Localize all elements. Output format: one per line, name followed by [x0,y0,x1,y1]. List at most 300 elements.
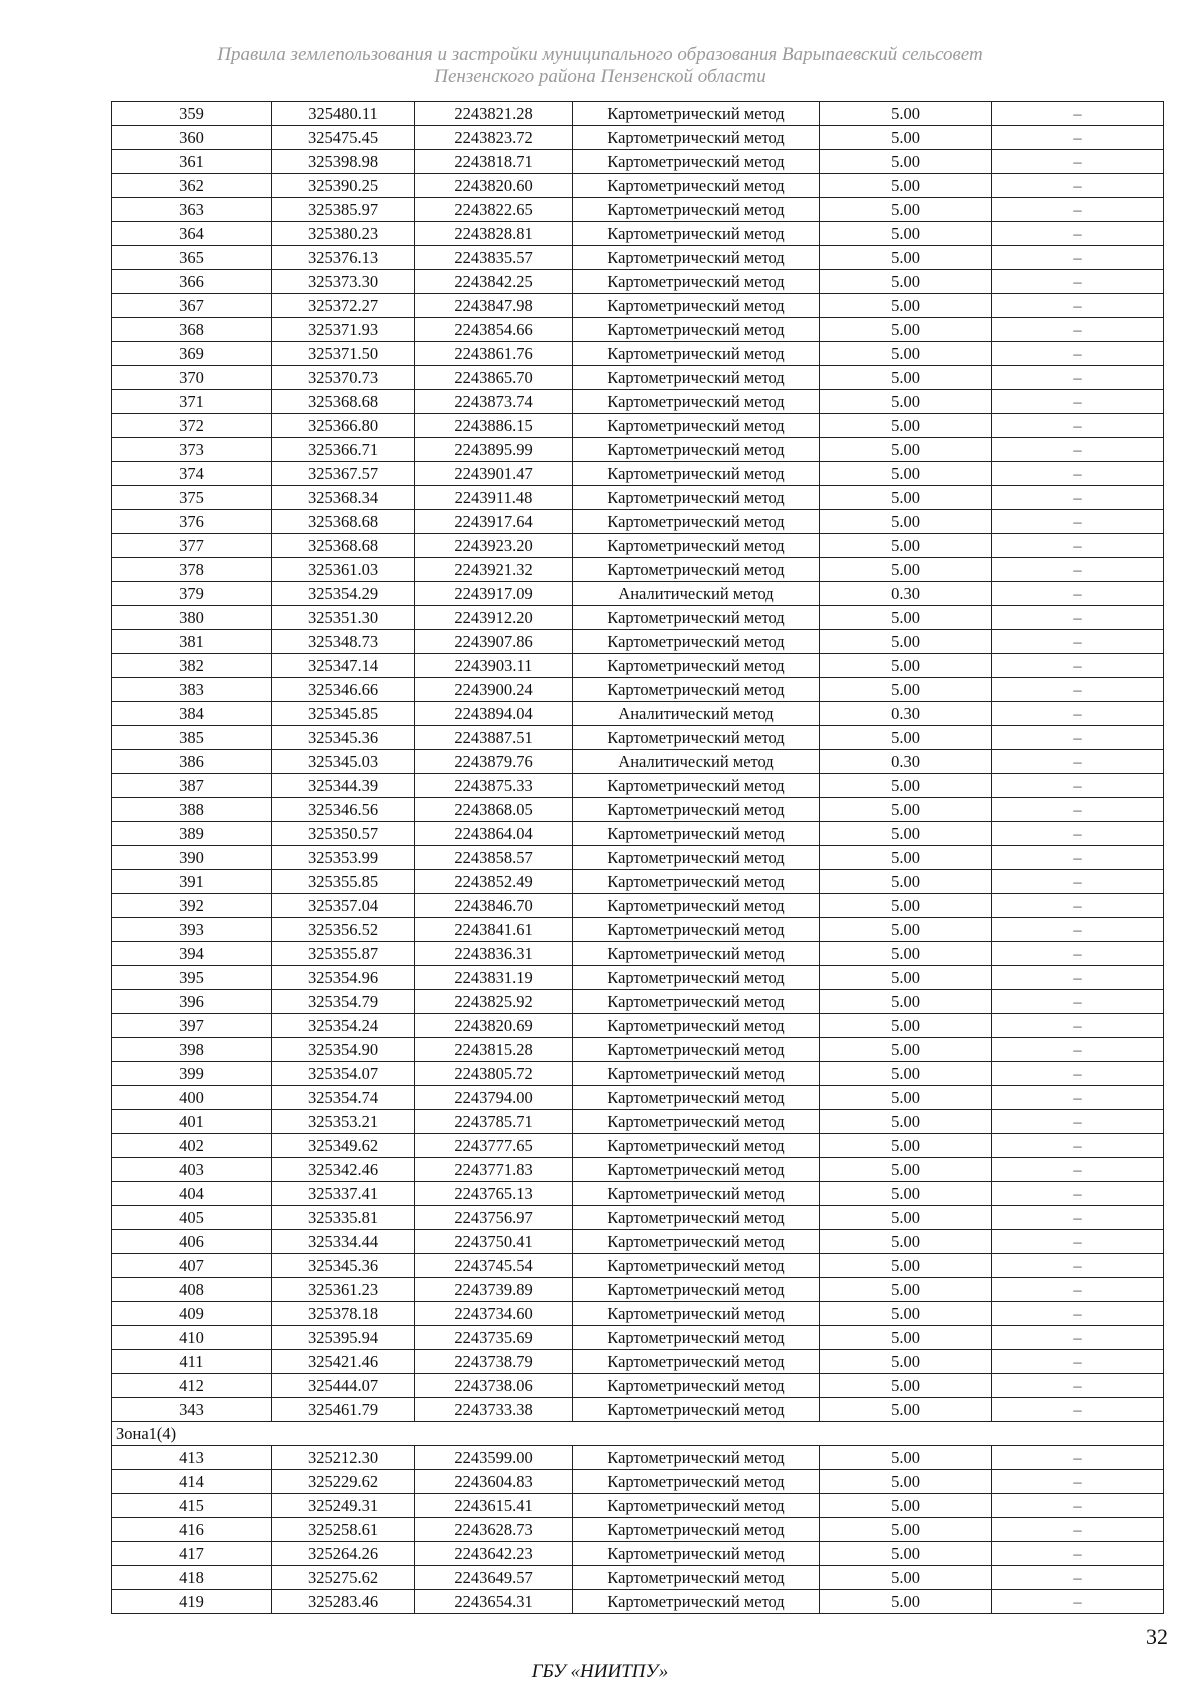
method-cell: Картометрический метод [573,510,820,534]
accuracy-cell: 5.00 [820,246,992,270]
method-cell: Картометрический метод [573,1518,820,1542]
y-coordinate-cell: 2243822.65 [415,198,573,222]
method-cell: Картометрический метод [573,294,820,318]
method-cell: Картометрический метод [573,558,820,582]
note-cell: – [992,798,1164,822]
accuracy-cell: 5.00 [820,366,992,390]
note-cell: – [992,726,1164,750]
accuracy-cell: 5.00 [820,438,992,462]
table-row [112,846,1164,870]
x-coordinate-cell: 325353.99 [272,846,415,870]
point-number-cell: 406 [112,1230,272,1254]
accuracy-cell: 5.00 [820,1254,992,1278]
y-coordinate-cell: 2243805.72 [415,1062,573,1086]
note-cell: – [992,1134,1164,1158]
y-coordinate-cell: 2243846.70 [415,894,573,918]
x-coordinate-cell: 325357.04 [272,894,415,918]
y-coordinate-cell: 2243886.15 [415,414,573,438]
point-number-cell: 410 [112,1326,272,1350]
method-cell: Картометрический метод [573,126,820,150]
point-number-cell: 416 [112,1518,272,1542]
method-cell: Картометрический метод [573,318,820,342]
x-coordinate-cell: 325354.90 [272,1038,415,1062]
table-row [112,174,1164,198]
point-number-cell: 375 [112,486,272,510]
table-row [112,1302,1164,1326]
note-cell: – [992,150,1164,174]
y-coordinate-cell: 2243815.28 [415,1038,573,1062]
table-row [112,750,1164,774]
method-cell: Аналитический метод [573,702,820,726]
x-coordinate-cell: 325385.97 [272,198,415,222]
note-cell: – [992,1302,1164,1326]
table-row [112,1278,1164,1302]
note-cell: – [992,702,1164,726]
table-row [112,390,1164,414]
table-row [112,270,1164,294]
x-coordinate-cell: 325372.27 [272,294,415,318]
y-coordinate-cell: 2243912.20 [415,606,573,630]
table-row [112,222,1164,246]
coordinates-table-body [112,102,1164,1614]
x-coordinate-cell: 325342.46 [272,1158,415,1182]
table-row [112,342,1164,366]
accuracy-cell: 5.00 [820,558,992,582]
table-row [112,1158,1164,1182]
x-coordinate-cell: 325361.23 [272,1278,415,1302]
table-row [112,942,1164,966]
method-cell: Картометрический метод [573,462,820,486]
table-row [112,1014,1164,1038]
x-coordinate-cell: 325347.14 [272,654,415,678]
note-cell: – [992,1182,1164,1206]
y-coordinate-cell: 2243875.33 [415,774,573,798]
table-row [112,870,1164,894]
note-cell: – [992,222,1164,246]
note-cell: – [992,1446,1164,1470]
note-cell: – [992,942,1164,966]
accuracy-cell: 5.00 [820,1446,992,1470]
method-cell: Картометрический метод [573,246,820,270]
point-number-cell: 390 [112,846,272,870]
note-cell: – [992,1230,1164,1254]
y-coordinate-cell: 2243921.32 [415,558,573,582]
x-coordinate-cell: 325461.79 [272,1398,415,1422]
note-cell: – [992,582,1164,606]
note-cell: – [992,126,1164,150]
table-row [112,1446,1164,1470]
x-coordinate-cell: 325480.11 [272,102,415,126]
table-row [112,462,1164,486]
method-cell: Картометрический метод [573,150,820,174]
x-coordinate-cell: 325258.61 [272,1518,415,1542]
x-coordinate-cell: 325335.81 [272,1206,415,1230]
y-coordinate-cell: 2243820.69 [415,1014,573,1038]
y-coordinate-cell: 2243836.31 [415,942,573,966]
point-number-cell: 405 [112,1206,272,1230]
note-cell: – [992,198,1164,222]
accuracy-cell: 5.00 [820,510,992,534]
x-coordinate-cell: 325353.21 [272,1110,415,1134]
y-coordinate-cell: 2243842.25 [415,270,573,294]
x-coordinate-cell: 325398.98 [272,150,415,174]
accuracy-cell: 5.00 [820,150,992,174]
point-number-cell: 359 [112,102,272,126]
table-row [112,1254,1164,1278]
y-coordinate-cell: 2243852.49 [415,870,573,894]
method-cell: Картометрический метод [573,630,820,654]
note-cell: – [992,1206,1164,1230]
accuracy-cell: 5.00 [820,1566,992,1590]
point-number-cell: 378 [112,558,272,582]
x-coordinate-cell: 325345.36 [272,726,415,750]
header-line-1: Правила землепользования и застройки муниципального образования Варыпаевский сельсовет [217,44,983,65]
method-cell: Картометрический метод [573,366,820,390]
method-cell: Картометрический метод [573,1494,820,1518]
accuracy-cell: 5.00 [820,846,992,870]
x-coordinate-cell: 325354.96 [272,966,415,990]
method-cell: Картометрический метод [573,1254,820,1278]
method-cell: Картометрический метод [573,1278,820,1302]
x-coordinate-cell: 325354.07 [272,1062,415,1086]
x-coordinate-cell: 325344.39 [272,774,415,798]
point-number-cell: 397 [112,1014,272,1038]
table-row [112,1590,1164,1614]
point-number-cell: 395 [112,966,272,990]
method-cell: Картометрический метод [573,390,820,414]
x-coordinate-cell: 325378.18 [272,1302,415,1326]
table-row [112,1182,1164,1206]
table-row [112,1134,1164,1158]
table-row [112,1398,1164,1422]
note-cell: – [992,654,1164,678]
y-coordinate-cell: 2243917.64 [415,510,573,534]
x-coordinate-cell: 325370.73 [272,366,415,390]
accuracy-cell: 5.00 [820,870,992,894]
y-coordinate-cell: 2243738.79 [415,1350,573,1374]
method-cell: Картометрический метод [573,1446,820,1470]
method-cell: Картометрический метод [573,1350,820,1374]
accuracy-cell: 5.00 [820,1158,992,1182]
accuracy-cell: 5.00 [820,822,992,846]
method-cell: Картометрический метод [573,342,820,366]
x-coordinate-cell: 325355.85 [272,870,415,894]
point-number-cell: 363 [112,198,272,222]
point-number-cell: 419 [112,1590,272,1614]
y-coordinate-cell: 2243642.23 [415,1542,573,1566]
x-coordinate-cell: 325334.44 [272,1230,415,1254]
x-coordinate-cell: 325345.36 [272,1254,415,1278]
accuracy-cell: 5.00 [820,1302,992,1326]
accuracy-cell: 5.00 [820,1542,992,1566]
accuracy-cell: 5.00 [820,1398,992,1422]
note-cell: – [992,990,1164,1014]
method-cell: Аналитический метод [573,582,820,606]
x-coordinate-cell: 325366.80 [272,414,415,438]
accuracy-cell: 5.00 [820,102,992,126]
point-number-cell: 413 [112,1446,272,1470]
method-cell: Картометрический метод [573,174,820,198]
table-row [112,486,1164,510]
y-coordinate-cell: 2243818.71 [415,150,573,174]
note-cell: – [992,1110,1164,1134]
x-coordinate-cell: 325367.57 [272,462,415,486]
method-cell: Картометрический метод [573,654,820,678]
point-number-cell: 385 [112,726,272,750]
x-coordinate-cell: 325371.50 [272,342,415,366]
method-cell: Картометрический метод [573,1158,820,1182]
y-coordinate-cell: 2243903.11 [415,654,573,678]
point-number-cell: 362 [112,174,272,198]
point-number-cell: 377 [112,534,272,558]
y-coordinate-cell: 2243864.04 [415,822,573,846]
x-coordinate-cell: 325249.31 [272,1494,415,1518]
point-number-cell: 374 [112,462,272,486]
y-coordinate-cell: 2243739.89 [415,1278,573,1302]
method-cell: Картометрический метод [573,438,820,462]
note-cell: – [992,1086,1164,1110]
point-number-cell: 371 [112,390,272,414]
y-coordinate-cell: 2243750.41 [415,1230,573,1254]
method-cell: Картометрический метод [573,798,820,822]
point-number-cell: 368 [112,318,272,342]
method-cell: Картометрический метод [573,1062,820,1086]
note-cell: – [992,1518,1164,1542]
y-coordinate-cell: 2243917.09 [415,582,573,606]
note-cell: – [992,390,1164,414]
method-cell: Картометрический метод [573,1398,820,1422]
table-row [112,366,1164,390]
accuracy-cell: 5.00 [820,918,992,942]
accuracy-cell: 5.00 [820,630,992,654]
y-coordinate-cell: 2243599.00 [415,1446,573,1470]
accuracy-cell: 5.00 [820,1134,992,1158]
accuracy-cell: 5.00 [820,1494,992,1518]
y-coordinate-cell: 2243854.66 [415,318,573,342]
accuracy-cell: 5.00 [820,126,992,150]
accuracy-cell: 5.00 [820,678,992,702]
x-coordinate-cell: 325354.24 [272,1014,415,1038]
point-number-cell: 408 [112,1278,272,1302]
y-coordinate-cell: 2243901.47 [415,462,573,486]
note-cell: – [992,342,1164,366]
table-row [112,414,1164,438]
accuracy-cell: 5.00 [820,798,992,822]
method-cell: Картометрический метод [573,966,820,990]
table-row [112,630,1164,654]
accuracy-cell: 5.00 [820,966,992,990]
accuracy-cell: 5.00 [820,222,992,246]
table-row [112,702,1164,726]
table-row [112,1206,1164,1230]
note-cell: – [992,366,1164,390]
method-cell: Картометрический метод [573,1302,820,1326]
point-number-cell: 369 [112,342,272,366]
accuracy-cell: 5.00 [820,390,992,414]
x-coordinate-cell: 325345.03 [272,750,415,774]
accuracy-cell: 5.00 [820,654,992,678]
point-number-cell: 418 [112,1566,272,1590]
note-cell: – [992,630,1164,654]
table-row [112,294,1164,318]
method-cell: Картометрический метод [573,870,820,894]
method-cell: Картометрический метод [573,270,820,294]
accuracy-cell: 5.00 [820,198,992,222]
x-coordinate-cell: 325368.68 [272,390,415,414]
x-coordinate-cell: 325355.87 [272,942,415,966]
x-coordinate-cell: 325373.30 [272,270,415,294]
method-cell: Картометрический метод [573,1134,820,1158]
accuracy-cell: 5.00 [820,774,992,798]
method-cell: Картометрический метод [573,846,820,870]
point-number-cell: 415 [112,1494,272,1518]
table-row [112,774,1164,798]
note-cell: – [992,846,1164,870]
note-cell: – [992,294,1164,318]
accuracy-cell: 5.00 [820,1374,992,1398]
method-cell: Картометрический метод [573,1182,820,1206]
table-row [112,1494,1164,1518]
point-number-cell: 361 [112,150,272,174]
method-cell: Картометрический метод [573,414,820,438]
x-coordinate-cell: 325361.03 [272,558,415,582]
point-number-cell: 412 [112,1374,272,1398]
y-coordinate-cell: 2243777.65 [415,1134,573,1158]
method-cell: Картометрический метод [573,486,820,510]
method-cell: Картометрический метод [573,918,820,942]
note-cell: – [992,1278,1164,1302]
accuracy-cell: 5.00 [820,174,992,198]
y-coordinate-cell: 2243823.72 [415,126,573,150]
note-cell: – [992,102,1164,126]
point-number-cell: 401 [112,1110,272,1134]
method-cell: Картометрический метод [573,1230,820,1254]
table-row [112,1350,1164,1374]
accuracy-cell: 5.00 [820,1182,992,1206]
point-number-cell: 394 [112,942,272,966]
y-coordinate-cell: 2243794.00 [415,1086,573,1110]
y-coordinate-cell: 2243738.06 [415,1374,573,1398]
accuracy-cell: 5.00 [820,1206,992,1230]
table-row [112,894,1164,918]
note-cell: – [992,246,1164,270]
x-coordinate-cell: 325371.93 [272,318,415,342]
method-cell: Картометрический метод [573,822,820,846]
method-cell: Картометрический метод [573,222,820,246]
y-coordinate-cell: 2243907.86 [415,630,573,654]
point-number-cell: 393 [112,918,272,942]
point-number-cell: 399 [112,1062,272,1086]
y-coordinate-cell: 2243615.41 [415,1494,573,1518]
accuracy-cell: 5.00 [820,1014,992,1038]
method-cell: Картометрический метод [573,1590,820,1614]
table-row [112,1542,1164,1566]
accuracy-cell: 5.00 [820,1230,992,1254]
accuracy-cell: 5.00 [820,894,992,918]
note-cell: – [992,462,1164,486]
note-cell: – [992,606,1164,630]
y-coordinate-cell: 2243895.99 [415,438,573,462]
method-cell: Аналитический метод [573,750,820,774]
note-cell: – [992,966,1164,990]
note-cell: – [992,894,1164,918]
method-cell: Картометрический метод [573,198,820,222]
x-coordinate-cell: 325421.46 [272,1350,415,1374]
point-number-cell: 387 [112,774,272,798]
table-row [112,1230,1164,1254]
point-number-cell: 380 [112,606,272,630]
table-row [112,1038,1164,1062]
accuracy-cell: 0.30 [820,582,992,606]
point-number-cell: 372 [112,414,272,438]
table-row [112,126,1164,150]
x-coordinate-cell: 325395.94 [272,1326,415,1350]
point-number-cell: 382 [112,654,272,678]
point-number-cell: 398 [112,1038,272,1062]
accuracy-cell: 5.00 [820,942,992,966]
point-number-cell: 409 [112,1302,272,1326]
page-number: 32 [1146,1624,1168,1649]
accuracy-cell: 5.00 [820,1350,992,1374]
accuracy-cell: 5.00 [820,1110,992,1134]
table-row [112,1326,1164,1350]
note-cell: – [992,270,1164,294]
y-coordinate-cell: 2243879.76 [415,750,573,774]
x-coordinate-cell: 325354.79 [272,990,415,1014]
x-coordinate-cell: 325275.62 [272,1566,415,1590]
point-number-cell: 400 [112,1086,272,1110]
y-coordinate-cell: 2243828.81 [415,222,573,246]
point-number-cell: 404 [112,1182,272,1206]
table-row [112,438,1164,462]
table-row [112,918,1164,942]
note-cell: – [992,1470,1164,1494]
x-coordinate-cell: 325346.56 [272,798,415,822]
y-coordinate-cell: 2243771.83 [415,1158,573,1182]
point-number-cell: 391 [112,870,272,894]
note-cell: – [992,1566,1164,1590]
method-cell: Картометрический метод [573,1110,820,1134]
point-number-cell: 360 [112,126,272,150]
point-number-cell: 365 [112,246,272,270]
y-coordinate-cell: 2243765.13 [415,1182,573,1206]
y-coordinate-cell: 2243847.98 [415,294,573,318]
x-coordinate-cell: 325229.62 [272,1470,415,1494]
point-number-cell: 384 [112,702,272,726]
x-coordinate-cell: 325212.30 [272,1446,415,1470]
y-coordinate-cell: 2243923.20 [415,534,573,558]
table-row [112,822,1164,846]
table-row [112,510,1164,534]
y-coordinate-cell: 2243858.57 [415,846,573,870]
y-coordinate-cell: 2243735.69 [415,1326,573,1350]
point-number-cell: 414 [112,1470,272,1494]
accuracy-cell: 5.00 [820,606,992,630]
point-number-cell: 407 [112,1254,272,1278]
x-coordinate-cell: 325350.57 [272,822,415,846]
point-number-cell: 343 [112,1398,272,1422]
method-cell: Картометрический метод [573,1542,820,1566]
note-cell: – [992,918,1164,942]
x-coordinate-cell: 325376.13 [272,246,415,270]
accuracy-cell: 5.00 [820,342,992,366]
point-number-cell: 381 [112,630,272,654]
note-cell: – [992,1062,1164,1086]
method-cell: Картометрический метод [573,942,820,966]
y-coordinate-cell: 2243756.97 [415,1206,573,1230]
y-coordinate-cell: 2243820.60 [415,174,573,198]
method-cell: Картометрический метод [573,534,820,558]
